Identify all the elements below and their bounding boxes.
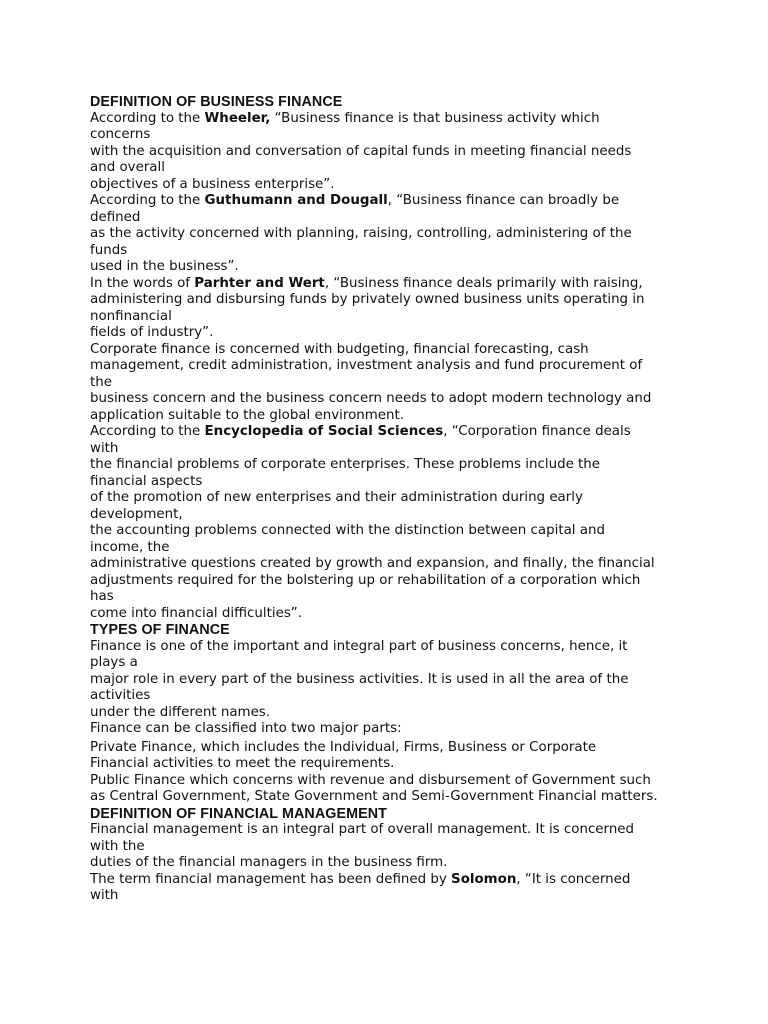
author-solomon: Solomon <box>451 871 517 887</box>
paragraph-encyclopedia: According to the Encyclopedia of Social Sciences, “Corporation finance deals with the financial problems of corporate enterprises. These problems include the financial aspects of the promotion of new enterprises and their administration during early development, the accounting problems connected with the distinction between capital and income, the administrative questions created by growth and expansion, and finally, the financial adjustments required for the bolstering up or rehabilitation of a corporation which has come into financial difficulties”. <box>90 424 655 621</box>
paragraph-financial-management: Financial management is an integral part of overall management. It is concerned with the duties of the financial managers in the business firm. The term financial management has been defined by Solomon, “It is concerned with <box>90 822 635 903</box>
heading-types-of-finance: TYPES OF FINANCE <box>90 622 230 638</box>
paragraph-corporate-finance: Corporate finance is concerned with budgeting, financial forecasting, cash management, credit administration, investment analysis and fund procurement of the business concern and the business concern needs to adopt modern technology and application suitable to the global environment. <box>90 341 652 423</box>
author-parhter-and-wert: Parhter and Wert <box>194 275 325 291</box>
paragraph-guthumann-and-dougall: According to the Guthumann and Dougall, “Business finance can broadly be defined as the activity concerned with planning, raising, controlling, administering of the funds used in the business”. <box>90 193 632 274</box>
heading-definition-of-financial-management: DEFINITION OF FINANCIAL MANAGEMENT <box>90 805 388 822</box>
heading-definition-of-business-finance: DEFINITION OF BUSINESS FINANCE <box>90 94 343 110</box>
author-wheeler: Wheeler, <box>204 110 271 126</box>
author-guthumann-and-dougall: Guthumann and Dougall <box>204 193 388 208</box>
paragraph-private-public-finance: Private Finance, which includes the Individual, Firms, Business or Corporate Financial activities to meet the requirements. Public Finance which concerns with revenue and disbursement of Government such as Central Government, State Government and Semi-Government Financial matters. <box>90 739 658 804</box>
paragraph-wheeler: According to the Wheeler, “Business finance is that business activity which concerns with the acquisition and conversation of capital funds in meeting financial needs and overall objectives of a business enterprise”. <box>90 110 632 192</box>
paragraph-parhter-and-wert: In the words of Parhter and Wert, “Business finance deals primarily with raising, administering and disbursing funds by privately owned business units operating in nonfinancial fields of industry”. <box>90 275 645 340</box>
document-page <box>90 94 690 905</box>
source-encyclopedia-of-social-sciences: Encyclopedia of Social Sciences <box>204 424 444 439</box>
paragraph-types-of-finance: Finance is one of the important and integral part of business concerns, hence, it plays a major role in every part of the business activities. It is used in all the area of the activities under the different names. Finance can be classified into two major parts: <box>90 638 629 736</box>
